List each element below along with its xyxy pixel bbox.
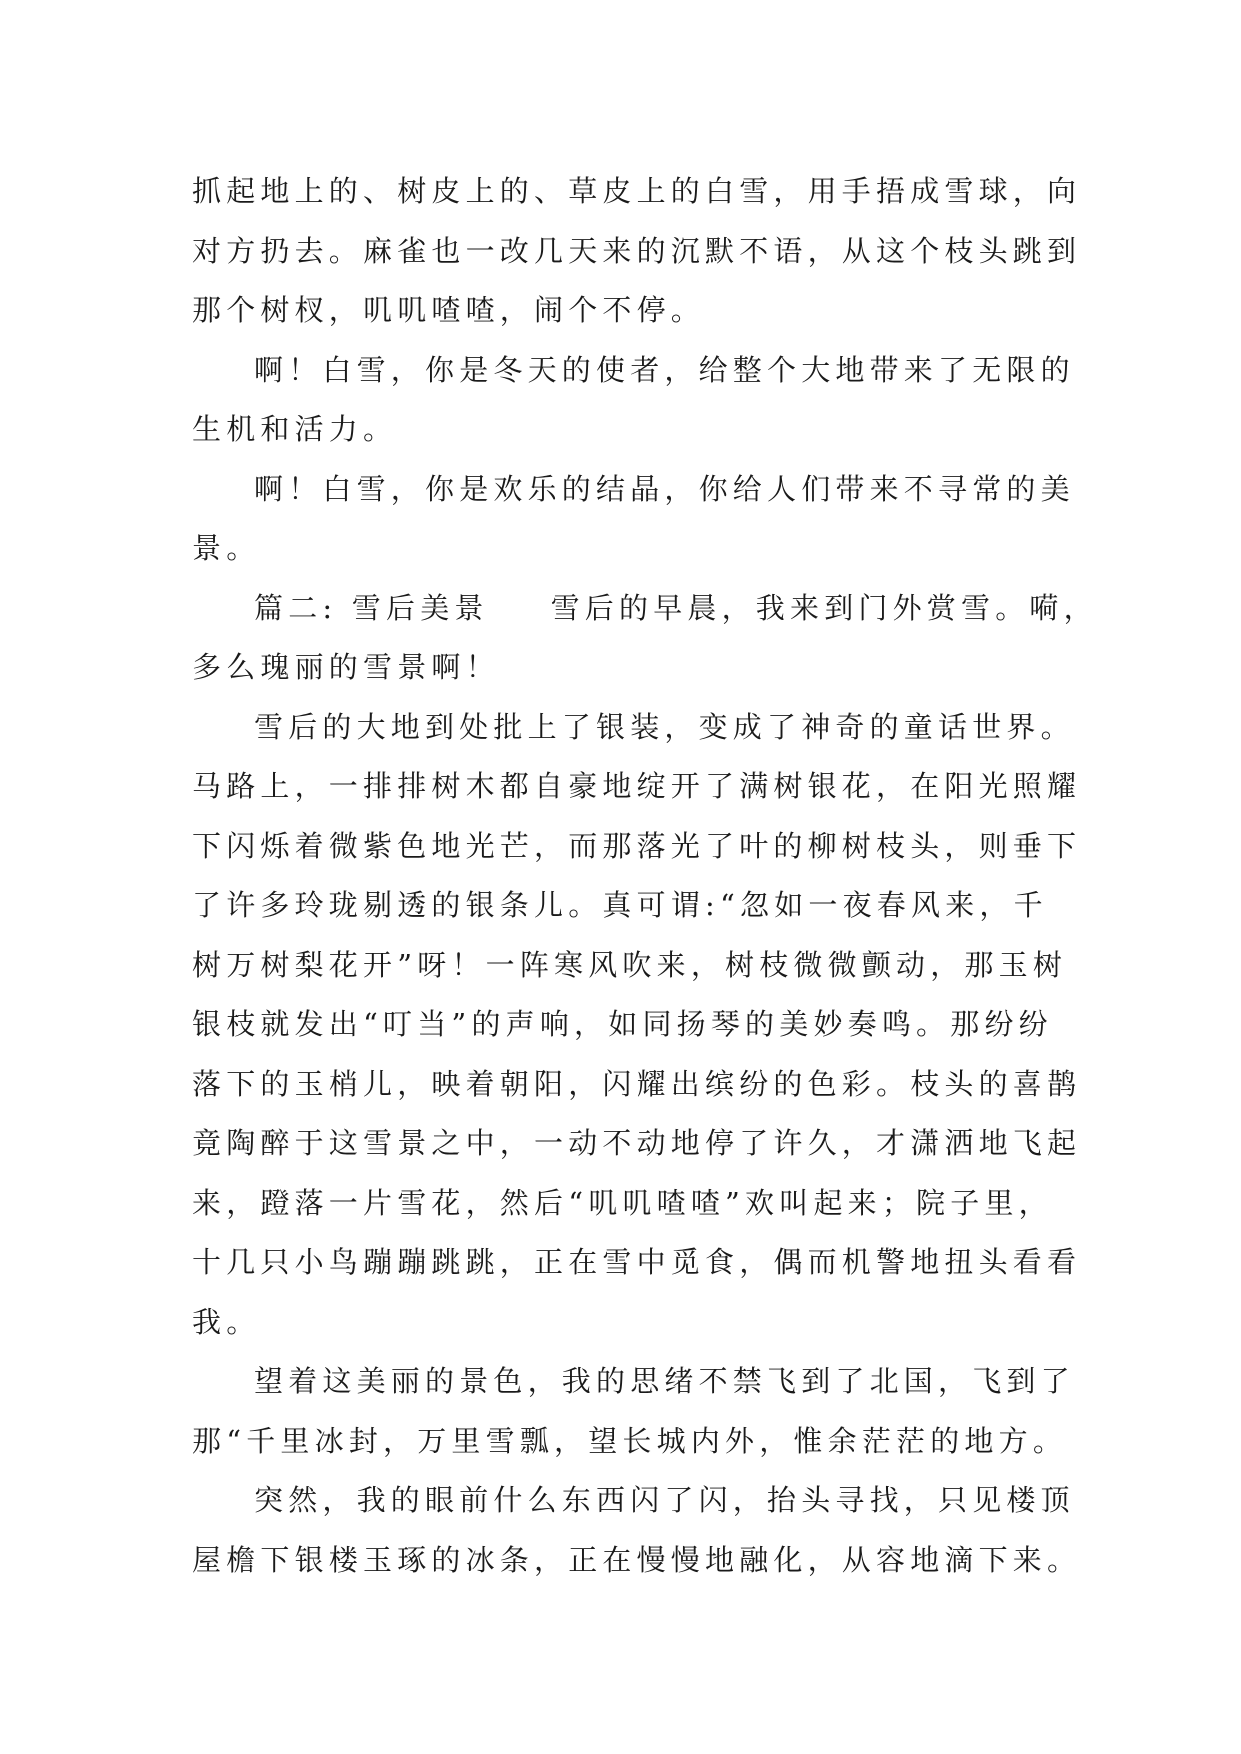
text-line: 对方扔去。麻雀也一改几天来的沉默不语，从这个枝头跳到 [192,233,1082,268]
text-line: 来，蹬落一片雪花，然后“叽叽喳喳”欢叫起来；院子里， [192,1185,1053,1220]
text-line: 那个树杈，叽叽喳喳，闹个不停。 [192,293,706,327]
text-line: 景。 [192,531,261,565]
text-line: 我。 [192,1304,261,1339]
text-line: 多么瑰丽的雪景啊！ [192,650,500,684]
text-line: 马路上，一排排树木都自豪地绽开了满树银花，在阳光照耀 [192,769,1082,803]
section-title: 篇二: 雪后美景 [254,590,489,625]
text-line: 啊！白雪，你是冬天的使者，给整个大地带来了无限的 [254,352,1075,387]
text-line: 了许多玲珑剔透的银条儿。真可谓:“忽如一夜春风来，千 [192,888,1048,922]
text-line: 银枝就发出“叮当”的声响，如同扬琴的美妙奏鸣。那纷纷 [192,1007,1053,1041]
text-line: 雪后的大地到处批上了银装，变成了神奇的童话世界。 [254,709,1075,744]
section-title-line [192,579,1098,639]
text-line: 十几只小鸟蹦蹦跳跳，正在雪中觅食，偶而机警地扭头看看 [192,1245,1082,1279]
text-line: 生机和活力。 [192,412,398,446]
text-line: 树万树梨花开”呀！一阵寒风吹来，树枝微微颤动，那玉树 [192,947,1068,982]
text-line: 雪后的早晨，我来到门外赏雪。嗬， [550,590,1098,625]
text-line: 那“千里冰封，万里雪瓢，望长城内外，惟余茫茫的地方。 [192,1423,1068,1458]
text-line: 突然，我的眼前什么东西闪了闪，抬头寻找，只见楼顶 [254,1483,1075,1517]
text-line: 屋檐下银楼玉琢的冰条，正在慢慢地融化，从容地滴下来。 [192,1542,1082,1577]
text-line: 下闪烁着微紫色地光芒，而那落光了叶的柳树枝头，则垂下 [192,828,1082,863]
text-line: 抓起地上的、树皮上的、草皮上的白雪，用手捂成雪球，向 [192,174,1082,208]
text-line: 竟陶醉于这雪景之中，一动不动地停了许久，才潇洒地飞起 [192,1126,1082,1160]
document-body [192,162,1098,1590]
text-line: 望着这美丽的景色，我的思绪不禁飞到了北国，飞到了 [254,1364,1075,1398]
text-line: 落下的玉梢儿，映着朝阳，闪耀出缤纷的色彩。枝头的喜鹊 [192,1066,1082,1101]
text-line: 啊！白雪，你是欢乐的结晶，你给人们带来不寻常的美 [254,471,1075,506]
